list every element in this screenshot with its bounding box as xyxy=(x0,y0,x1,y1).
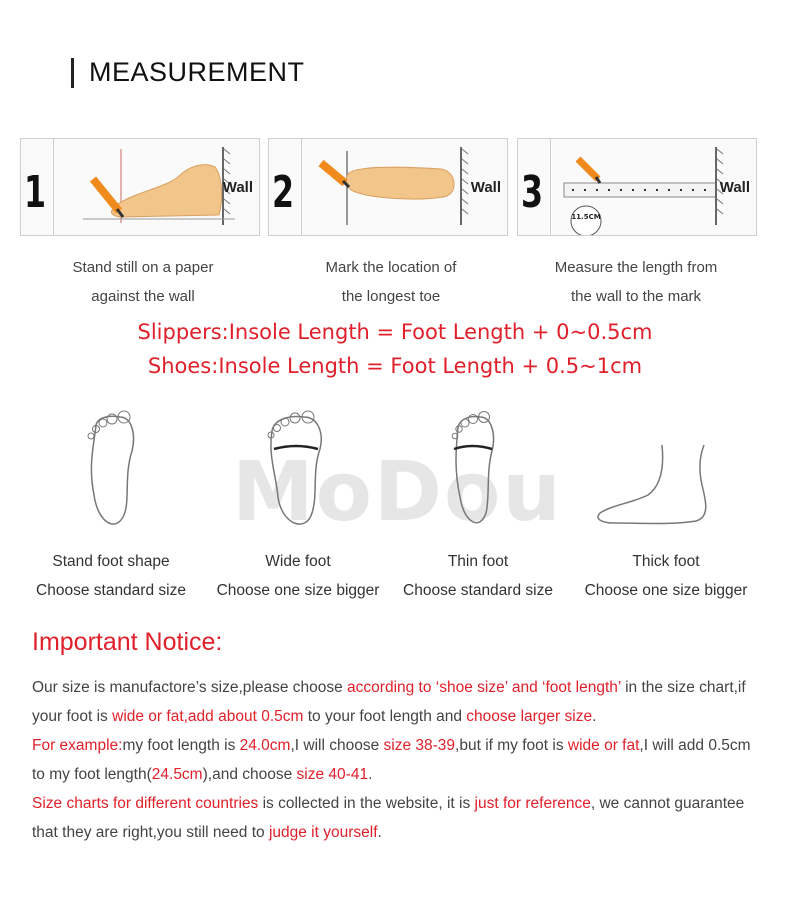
wall-label: Wall xyxy=(470,179,501,196)
standard-foot-icon xyxy=(76,405,146,535)
step-1-panel xyxy=(20,138,260,236)
notice-title: Important Notice: xyxy=(32,628,223,656)
thin-foot-icon xyxy=(440,405,510,535)
foot-type-thin: Thin foot Choose standard size xyxy=(403,553,553,599)
step-1-number: 1 xyxy=(24,167,47,218)
wall-label: Wall xyxy=(719,179,750,196)
step-3-caption: Measure the length from the wall to the mark xyxy=(554,259,718,305)
step-2-caption: Mark the location of the longest toe xyxy=(325,259,457,305)
step-1-caption: Stand still on a paper against the wall xyxy=(72,259,214,305)
shoes-formula: Shoes:Insole Length = Foot Length + 0.5~1cm xyxy=(147,354,643,378)
page-title: MEASUREMENT xyxy=(89,57,305,87)
step-2-number: 2 xyxy=(272,167,295,218)
step-3-panel xyxy=(517,138,757,236)
ruler-mark-label: 11.5CM xyxy=(571,213,601,221)
wide-foot-icon xyxy=(258,405,338,535)
brand-watermark: MoDou xyxy=(232,445,563,540)
wall-label: Wall xyxy=(222,179,253,196)
title-bar xyxy=(71,58,74,88)
slippers-formula: Slippers:Insole Length = Foot Length + 0~0.5cm xyxy=(137,320,653,344)
foot-type-thick: Thick foot Choose one size bigger xyxy=(584,553,748,599)
step-3-number: 3 xyxy=(521,167,544,218)
foot-type-standard: Stand foot shape Choose standard size xyxy=(36,553,186,599)
thick-foot-icon xyxy=(592,405,722,535)
notice-text: Our size is manufactore’s size,please choose according to ‘shoe size’ and ‘foot length’ in the size chart,if your foot is wide or fat,add about 0.5cm to your foot length and choose larger size. For example:my foot length is 24.0cm,I will choose size 38-39,but if my foot is wide or fat,I will add 0.5cm to my foot length(24.5cm),and choose size 40-41. Size charts for different countries is collected in the website, it is just for reference, we cannot guarantee that they are right,you still need to judge it yourself. xyxy=(32,679,751,841)
step-2-panel xyxy=(268,138,508,236)
foot-type-wide: Wide foot Choose one size bigger xyxy=(216,553,380,599)
